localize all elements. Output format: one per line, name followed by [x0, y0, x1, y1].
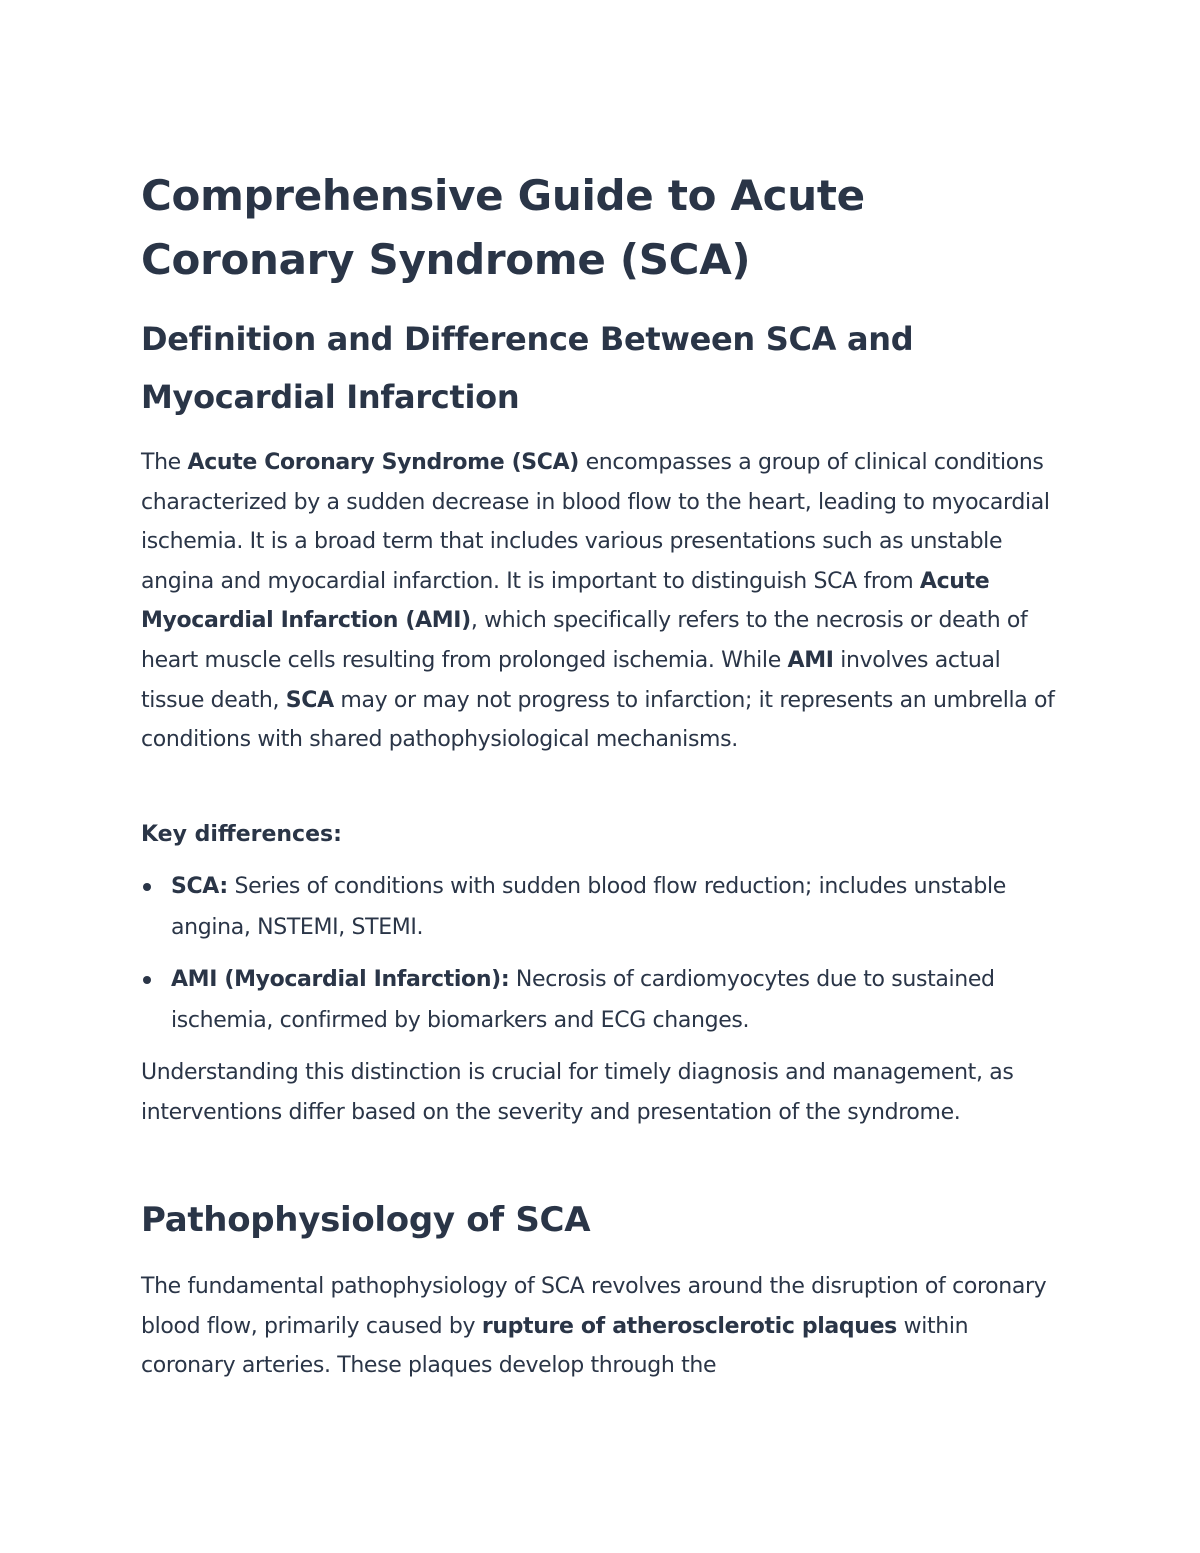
page-title — [141, 164, 865, 292]
pathophysiology-paragraph — [141, 1267, 1061, 1386]
bold-term-sca-short: SCA — [285, 687, 334, 713]
list-item — [141, 867, 1061, 948]
list-item-text: Series of conditions with sudden blood flow reduction; includes unstable angina, NSTEMI, STEMI. — [171, 874, 1006, 940]
text-run: , which specifically refers to the necrosis or death of heart muscle cells resulting from prolonged ischemia. While — [141, 608, 1028, 673]
list-item-term: SCA: — [171, 874, 228, 899]
list-item-text: Necrosis of cardiomyocytes due to sustained ischemia, confirmed by biomarkers and ECG changes. — [171, 967, 995, 1033]
list-item-term: AMI (Myocardial Infarction): — [171, 967, 510, 992]
page-title-line-2: Coronary Syndrome (SCA) — [141, 235, 751, 284]
definition-paragraph — [141, 443, 1061, 760]
text-run: The — [141, 450, 188, 475]
section-heading-definition: Definition and Difference Between SCA and Myocardial Infarction — [141, 320, 914, 416]
bold-term-sca: Acute Coronary Syndrome (SCA) — [187, 450, 579, 475]
text-run: encompasses a group of clinical conditions characterized by a sudden decrease in blood flow to the heart, leading to myocardial ischemia. It is a broad term that includes various presentations such as unstable angina and myocardial infarction. It is important to distinguish SCA from — [141, 450, 1050, 594]
text-run: may or may not progress to infarction; it represents an umbrella of conditions with shared pathophysiological mechanisms. — [141, 687, 1055, 753]
text-run: involves actual tissue death, — [141, 647, 1001, 713]
bullet-icon — [143, 883, 151, 891]
distinction-paragraph: Understanding this distinction is crucial for timely diagnosis and management, as interventions differ based on the severity and presentation of the syndrome. — [141, 1060, 1014, 1125]
text-run: The fundamental pathophysiology of SCA revolves around the disruption of coronary blood flow, primarily caused by — [141, 1274, 1047, 1339]
key-differences-label: Key differences: — [141, 822, 342, 847]
bold-term-ami-short: AMI — [787, 647, 834, 673]
bold-term-plaque-rupture: rupture of atherosclerotic plaques — [481, 1313, 897, 1339]
bold-term-ami: Acute Myocardial Infarction (AMI) — [141, 568, 990, 634]
bullet-icon — [143, 976, 151, 984]
text-run: within coronary arteries. These plaques develop through the — [141, 1313, 969, 1379]
list-item — [141, 960, 1061, 1041]
section-heading-pathophysiology: Pathophysiology of SCA — [141, 1200, 591, 1240]
differences-list — [141, 867, 1061, 1053]
page-title-line-1: Comprehensive Guide to Acute — [141, 171, 865, 220]
